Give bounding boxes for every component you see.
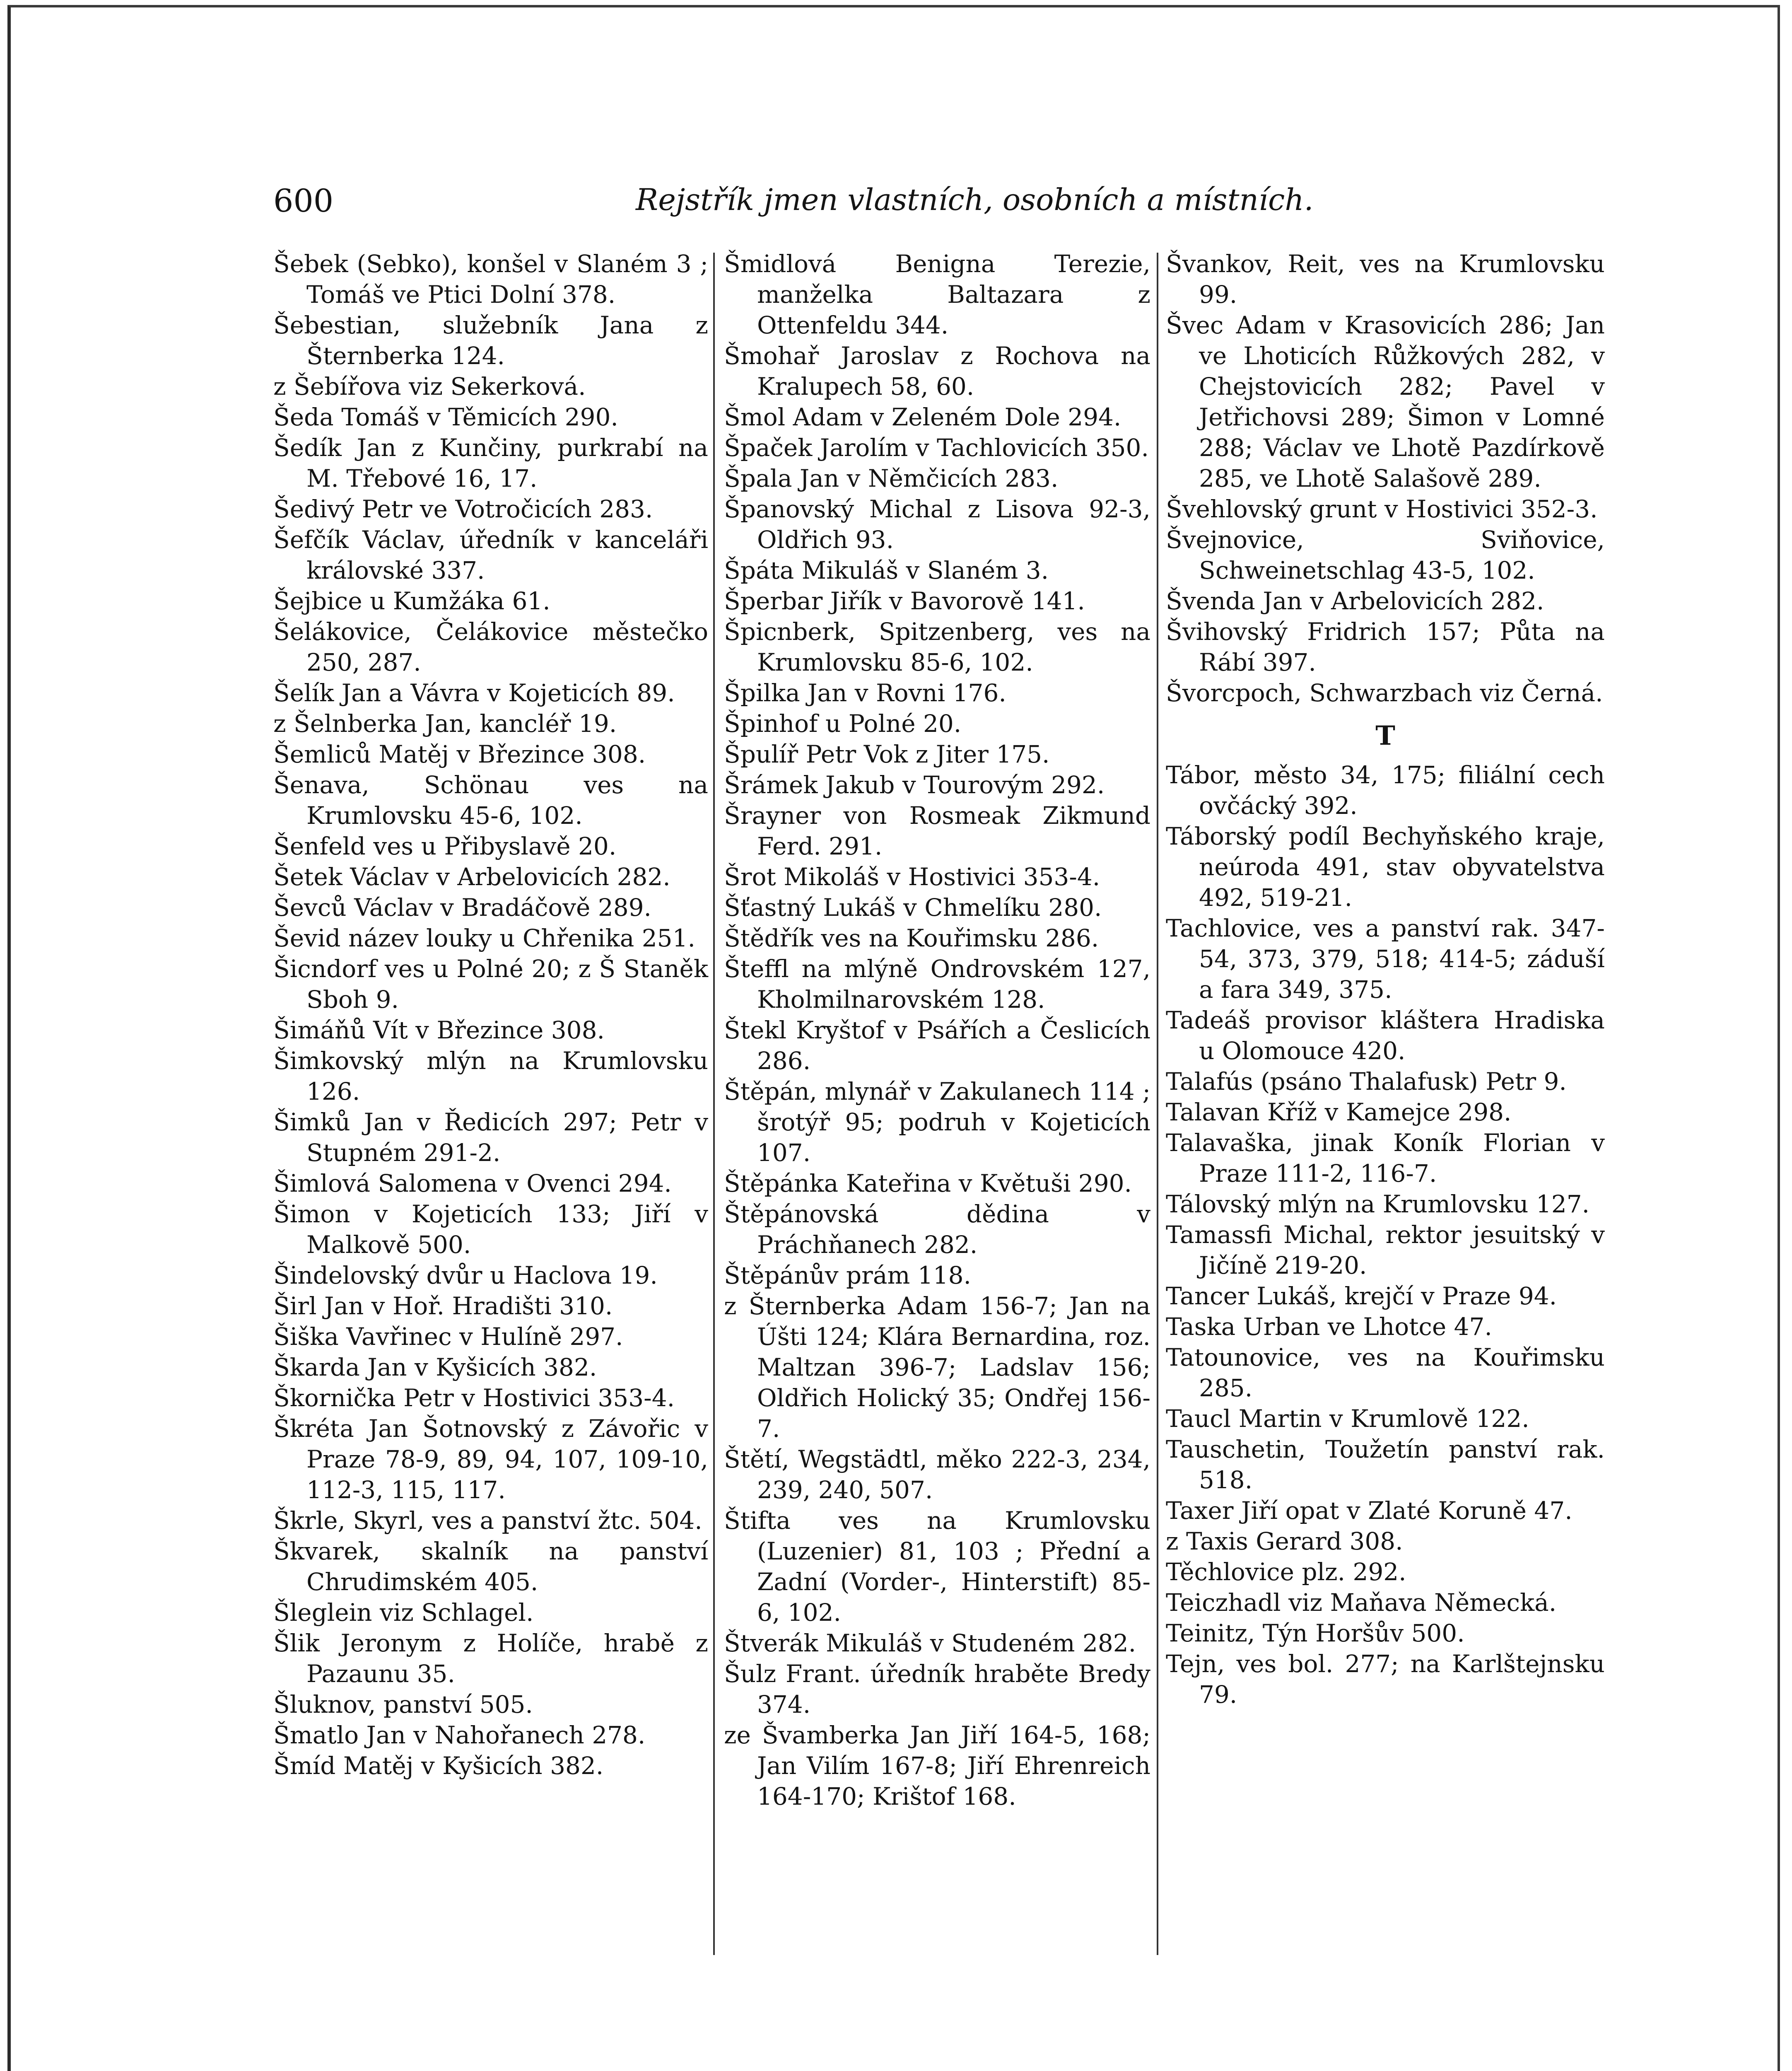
index-entry: Španovský Michal z Lisova 92-3, Oldřich 93. <box>724 495 1150 554</box>
index-entry: Táborský podíl Bechyňského kraje, neúroda 491, stav obyvatelstva 492, 519-21. <box>1166 822 1605 912</box>
index-entry: Šelík Jan a Vávra v Kojeticích 89. <box>273 679 675 707</box>
index-entry: Škvarek, skalník na panství Chrudimském 405. <box>273 1537 708 1596</box>
index-entry: Šťastný Lukáš v Chmelíku 280. <box>724 893 1102 922</box>
index-entry: Tábor, město 34, 175; filiální cech ovčácký 392. <box>1166 761 1605 820</box>
index-entry: Šebestian, služebník Jana z Šternberka 124. <box>273 311 708 370</box>
index-entry: Šiška Vavřinec v Hulíně 297. <box>273 1323 623 1351</box>
index-entry: Štětí, Wegstädtl, měko 222-3, 234, 239, 240, 507. <box>724 1445 1150 1504</box>
index-entry: Tamassfi Michal, rektor jesuitský v Jičíně 219-20. <box>1166 1221 1605 1279</box>
page-header <box>273 182 1314 228</box>
index-entry: Šulz Frant. úředník hraběte Bredy 374. <box>724 1660 1150 1719</box>
index-entry: Šmol Adam v Zeleném Dole 294. <box>724 403 1122 431</box>
index-entry: Tachlovice, ves a panství rak. 347-54, 373, 379, 518; 414-5; záduší a fara 349, 375. <box>1166 914 1605 1004</box>
index-entry: Šedivý Petr ve Votročicích 283. <box>273 495 653 523</box>
index-entry: Šperbar Jiřík v Bavorově 141. <box>724 587 1085 615</box>
index-entry: Šelákovice, Čelákovice městečko 250, 287. <box>273 618 708 676</box>
index-entry: Tatounovice, ves na Kouřimsku 285. <box>1166 1343 1605 1402</box>
index-entry: Škornička Petr v Hostivici 353-4. <box>273 1384 675 1412</box>
index-entry: Štěpánův prám 118. <box>724 1261 971 1289</box>
index-entry: Štekl Kryštof v Psářích a Česlicích 286. <box>724 1016 1150 1075</box>
index-entry: Šedík Jan z Kunčiny, purkrabí na M. Třebové 16, 17. <box>273 434 708 492</box>
index-entry: Šeda Tomáš v Těmicích 290. <box>273 403 618 431</box>
index-entry: Taucl Martin v Krumlově 122. <box>1166 1405 1529 1433</box>
index-entry: Špulíř Petr Vok z Jiter 175. <box>724 740 1050 768</box>
index-entry: Šmohař Jaroslav z Rochova na Kralupech 58, 60. <box>724 342 1150 401</box>
index-entry: Švehlovský grunt v Hostivici 352-3. <box>1166 495 1598 523</box>
index-column-1 <box>273 249 708 2071</box>
index-entry: Špáta Mikuláš v Slaném 3. <box>724 556 1049 584</box>
index-entry: Štěpánovská dědina v Práchňanech 282. <box>724 1200 1150 1259</box>
index-entry: z Šternberka Adam 156-7; Jan na Úšti 124; Klára Bernardina, roz. Maltzan 396-7; Ladslav 156; Oldřich Holický 35; Ondřej 156-7. <box>724 1292 1150 1443</box>
index-entry: Šmidlová Benigna Terezie, manželka Baltazara z Ottenfeldu 344. <box>724 250 1150 339</box>
index-entry: Šrot Mikoláš v Hostivici 353-4. <box>724 863 1100 891</box>
page-number: 600 <box>273 182 334 219</box>
index-entry: Šteffl na mlýně Ondrovském 127, Kholmilnarovském 128. <box>724 955 1150 1014</box>
column-divider <box>1157 253 1158 1955</box>
index-entry: Šebek (Sebko), konšel v Slaném 3 ; Tomáš ve Ptici Dolní 378. <box>273 250 708 309</box>
index-entry: Šimon v Kojeticích 133; Jiří v Malkově 500. <box>273 1200 708 1259</box>
index-entry: Ševid název louky u Chřenika 251. <box>273 924 695 952</box>
index-entry: Šemliců Matěj v Březince 308. <box>273 740 646 768</box>
index-entry: Švankov, Reit, ves na Krumlovsku 99. <box>1166 250 1605 309</box>
index-entry: Štěpán, mlynář v Zakulanech 114 ; šrotýř 95; podruh v Kojeticích 107. <box>724 1077 1150 1167</box>
index-entry: Škarda Jan v Kyšicích 382. <box>273 1353 597 1381</box>
index-entry: Tálovský mlýn na Krumlovsku 127. <box>1166 1190 1590 1218</box>
index-entry: Šejbice u Kumžáka 61. <box>273 587 550 615</box>
index-entry: Šluknov, panství 505. <box>273 1690 533 1719</box>
index-entry: Škréta Jan Šotnovský z Závořic v Praze 78-9, 89, 94, 107, 109-10, 112-3, 115, 117. <box>273 1414 708 1504</box>
index-entry: Šimlová Salomena v Ovenci 294. <box>273 1169 672 1197</box>
index-entry: Taska Urban ve Lhotce 47. <box>1166 1313 1492 1341</box>
index-entry: Teiczhadl viz Maňava Německá. <box>1166 1588 1557 1617</box>
index-entry: Tauschetin, Toužetín panství rak. 518. <box>1166 1435 1605 1494</box>
index-entry: Špaček Jarolím v Tachlovicích 350. <box>724 434 1149 462</box>
index-entry: z Šelnberka Jan, kancléř 19. <box>273 710 617 738</box>
index-entry: Šmíd Matěj v Kyšicích 382. <box>273 1752 604 1780</box>
section-letter: T <box>1375 720 1395 751</box>
index-entry: Švihovský Fridrich 157; Půta na Rábí 397. <box>1166 618 1605 676</box>
running-title: Rejstřík jmen vlastních, osobních a místních. <box>636 182 1314 217</box>
index-entry: Šefčík Václav, úředník v kanceláři královské 337. <box>273 526 708 584</box>
index-entry: z Šebířova viz Sekerková. <box>273 372 586 401</box>
index-entry: Šlik Jeronym z Holíče, hrabě z Pazaunu 35. <box>273 1629 708 1688</box>
index-entry: Těchlovice plz. 292. <box>1166 1558 1406 1586</box>
index-entry: Šenfeld ves u Přibyslavě 20. <box>273 832 617 860</box>
column-divider <box>713 253 715 1955</box>
index-entry: Šicndorf ves u Polné 20; z Š Staněk Sboh 9. <box>273 955 708 1014</box>
index-entry: Švec Adam v Krasovicích 286; Jan ve Lhoticích Růžkových 282, v Chejstovicích 282; Pavel v Jetřichovsi 289; Šimon v Lomné 288; Václav ve Lhotě Pazdírkově 285, ve Lhotě Salašově 289. <box>1166 311 1605 492</box>
index-entry: Taxer Jiří opat v Zlaté Koruně 47. <box>1166 1497 1573 1525</box>
index-entry: Švorcpoch, Schwarzbach viz Černá. <box>1166 679 1603 707</box>
index-entry: Šenava, Schönau ves na Krumlovsku 45-6, 102. <box>273 771 708 830</box>
index-entry: Tancer Lukáš, krejčí v Praze 94. <box>1166 1282 1557 1310</box>
index-entry: Tadeáš provisor kláštera Hradiska u Olomouce 420. <box>1166 1006 1605 1065</box>
index-entry: Špala Jan v Němčicích 283. <box>724 464 1059 492</box>
index-entry: Talavaška, jinak Koník Florian v Praze 111-2, 116-7. <box>1166 1129 1605 1188</box>
index-entry: Šmatlo Jan v Nahořanech 278. <box>273 1721 646 1749</box>
index-entry: Švejnovice, Sviňovice, Schweinetschlag 43-5, 102. <box>1166 526 1605 584</box>
index-column-3 <box>1166 249 1605 2071</box>
index-entry: Štifta ves na Krumlovsku (Luzenier) 81, 103 ; Přední a Zadní (Vorder-, Hinterstift) 85-6, 102. <box>724 1506 1150 1627</box>
index-entry: Štverák Mikuláš v Studeném 282. <box>724 1629 1136 1657</box>
index-entry: Šindelovský dvůr u Haclova 19. <box>273 1261 658 1289</box>
index-entry: Šimáňů Vít v Březince 308. <box>273 1016 605 1044</box>
index-entry: Štědřík ves na Kouřimsku 286. <box>724 924 1099 952</box>
index-entry: ze Švamberka Jan Jiří 164-5, 168; Jan Vilím 167-8; Jiří Ehrenreich 164-170; Krištof 168. <box>724 1721 1150 1810</box>
index-entry: Ševců Václav v Bradáčově 289. <box>273 893 651 922</box>
index-entry: Teinitz, Týn Horšův 500. <box>1166 1619 1465 1647</box>
index-entry: z Taxis Gerard 308. <box>1166 1527 1403 1555</box>
index-entry: Šrayner von Rosmeak Zikmund Ferd. 291. <box>724 801 1150 860</box>
index-entry: Štěpánka Kateřina v Květuši 290. <box>724 1169 1132 1197</box>
index-entry: Talavan Kříž v Kamejce 298. <box>1166 1098 1512 1126</box>
index-entry: Švenda Jan v Arbelovicích 282. <box>1166 587 1544 615</box>
index-entry: Tejn, ves bol. 277; na Karlštejnsku 79. <box>1166 1650 1605 1709</box>
index-column-2 <box>724 249 1150 2071</box>
index-entry: Šrámek Jakub v Tourovým 292. <box>724 771 1105 799</box>
index-entry: Šleglein viz Schlagel. <box>273 1598 534 1627</box>
index-entry: Šimkovský mlýn na Krumlovsku 126. <box>273 1047 708 1105</box>
index-entry: Šimků Jan v Ředicích 297; Petr v Stupném 291-2. <box>273 1108 708 1167</box>
index-entry: Špicnberk, Spitzenberg, ves na Krumlovsku 85-6, 102. <box>724 618 1150 676</box>
index-entry: Škrle, Skyrl, ves a panství žtc. 504. <box>273 1506 702 1535</box>
index-entry: Šetek Václav v Arbelovicích 282. <box>273 863 670 891</box>
index-entry: Talafús (psáno Thalafusk) Petr 9. <box>1166 1067 1567 1096</box>
index-entry: Špinhof u Polné 20. <box>724 710 962 738</box>
index-entry: Špilka Jan v Rovni 176. <box>724 679 1006 707</box>
index-entry: Širl Jan v Hoř. Hradišti 310. <box>273 1292 613 1320</box>
